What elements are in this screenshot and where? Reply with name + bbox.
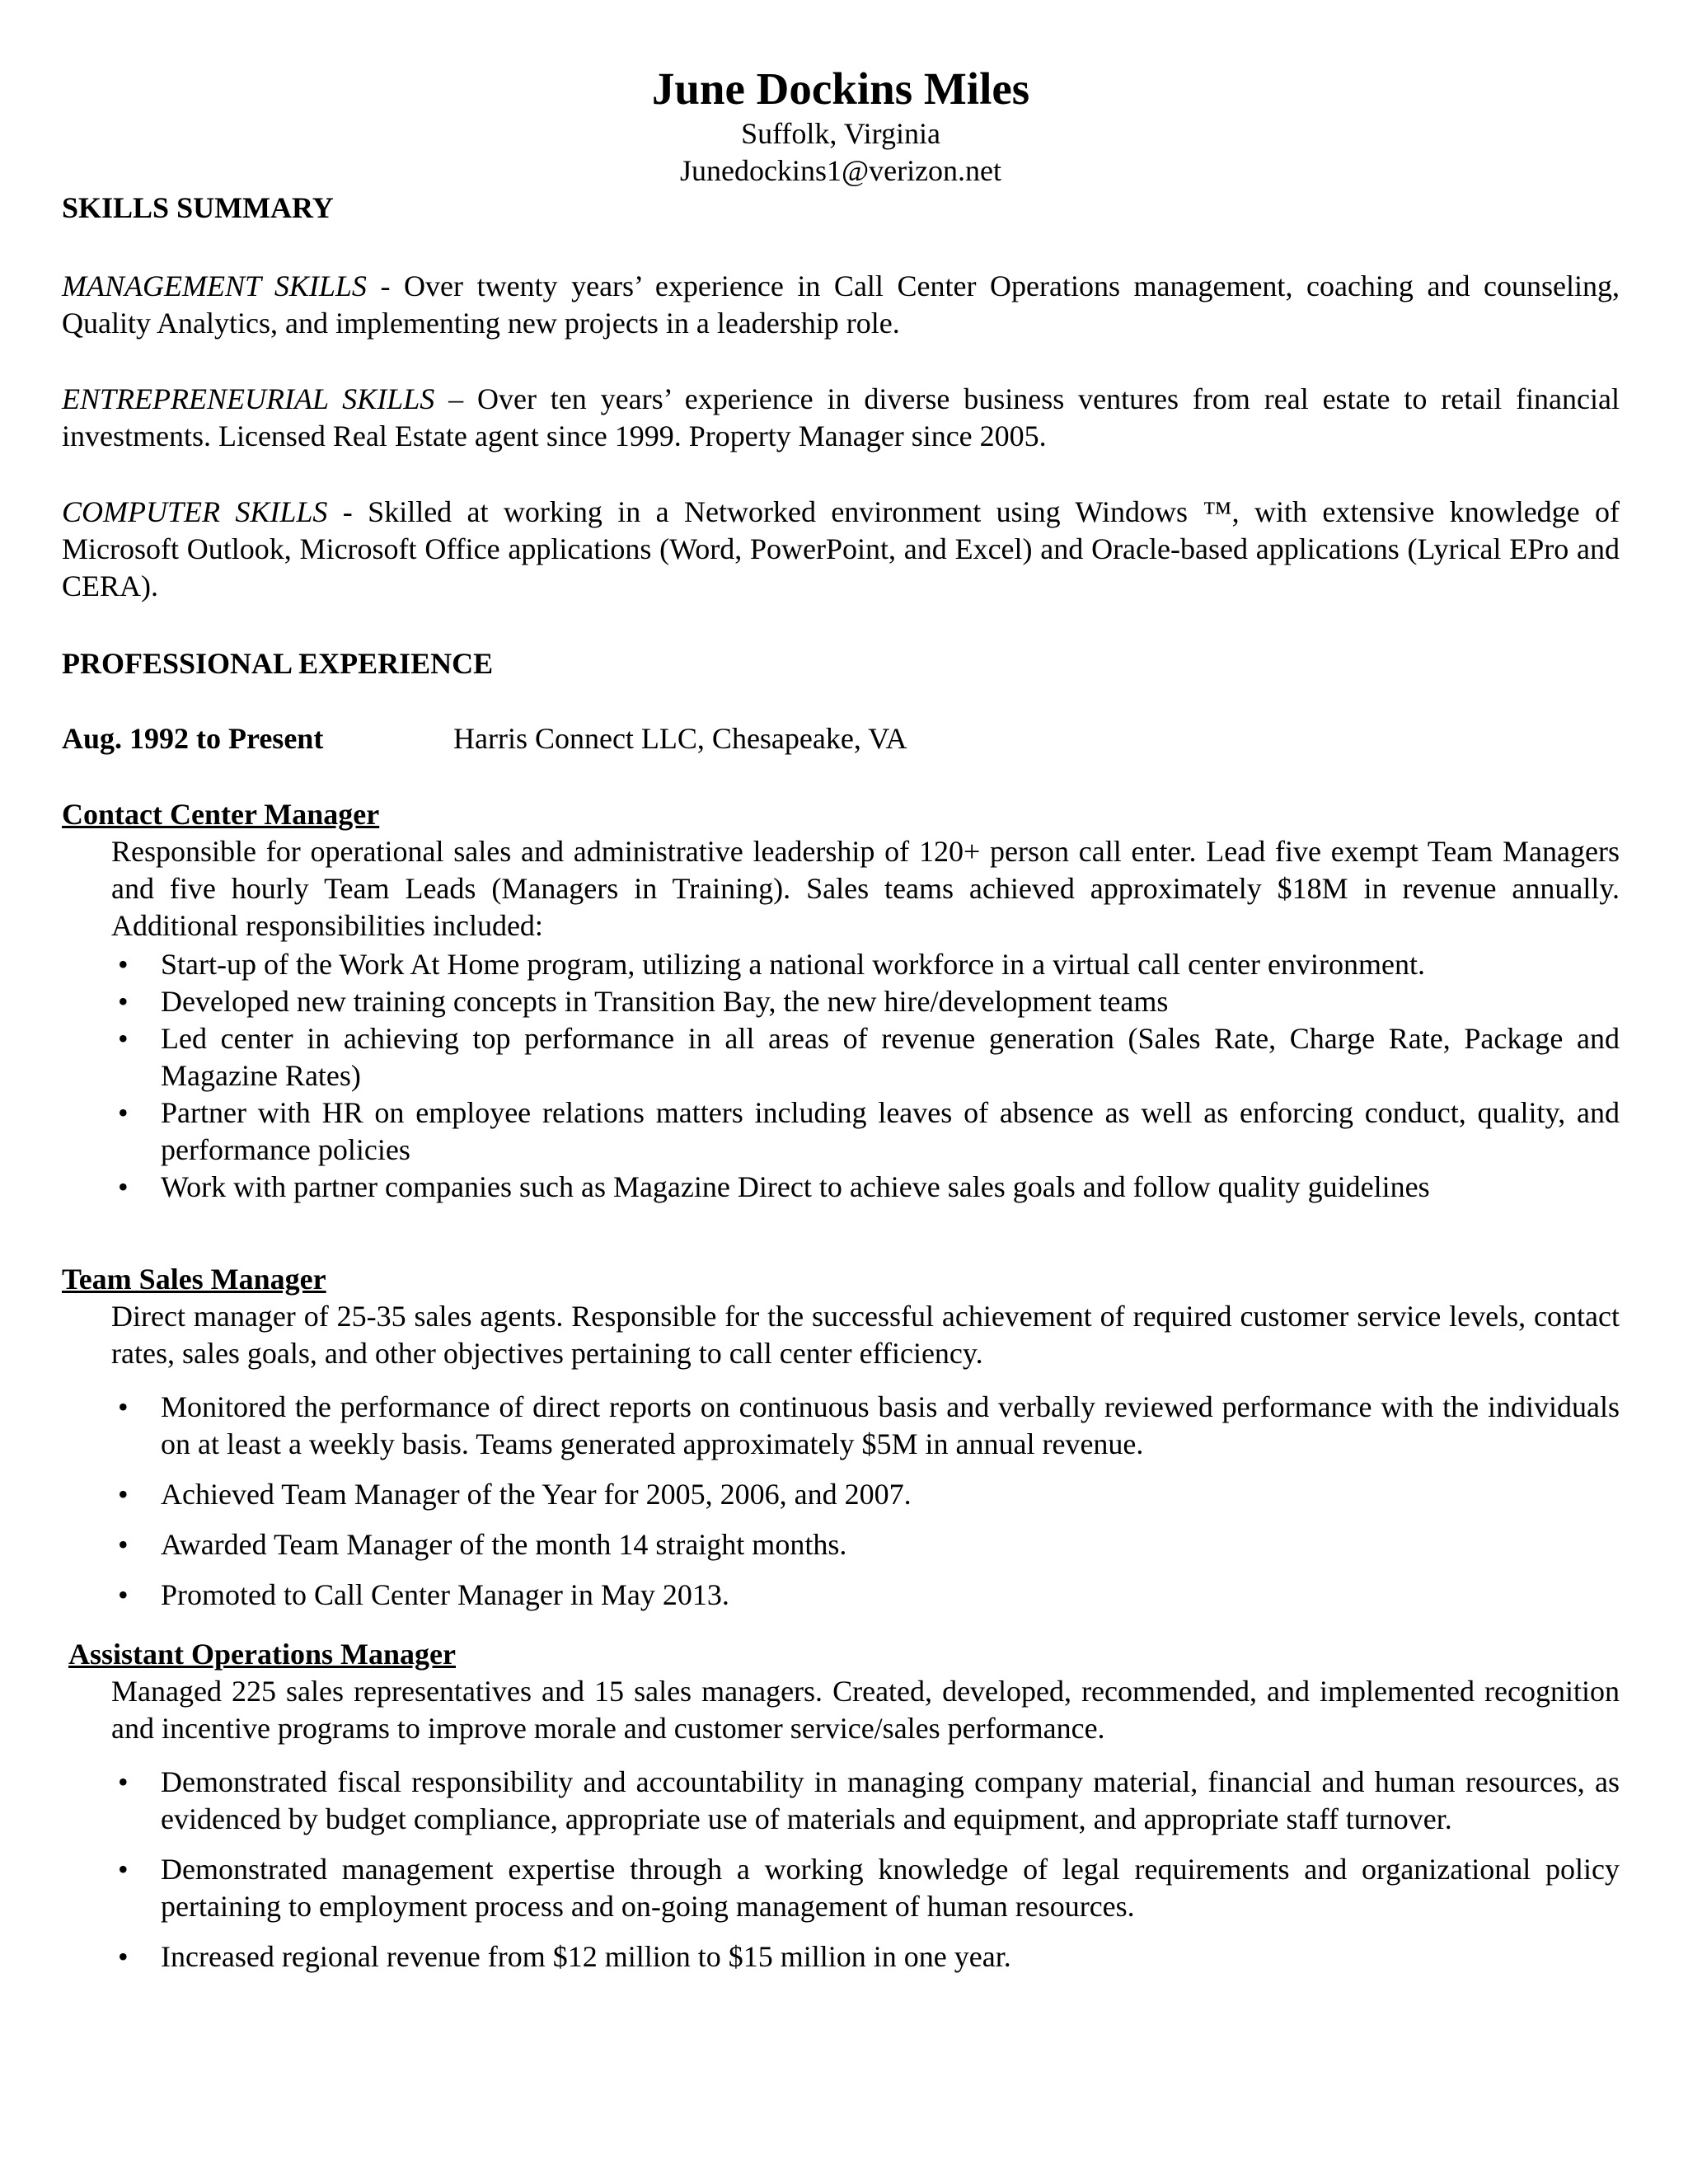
professional-experience-heading: PROFESSIONAL EXPERIENCE (62, 647, 494, 680)
job-description: Direct manager of 25-35 sales agents. Responsible for the successful achievement of required customer service levels, contact rates, sales goals, and other objectives pertaining to call center efficiency. (111, 1300, 1620, 1370)
employment-row (62, 720, 907, 757)
bullet-item: • Developed new training concepts in Transition Bay, the new hire/development teams (111, 983, 1620, 1020)
job-title-team-sales-manager: Team Sales Manager (62, 1263, 326, 1296)
management-skills-label: MANAGEMENT SKILLS (62, 269, 367, 302)
entrepreneurial-skills-label: ENTREPRENEURIAL SKILLS (62, 382, 435, 415)
bullet-item: • Promoted to Call Center Manager in May 2013. (111, 1577, 1620, 1614)
bullet-item: • Start-up of the Work At Home program, utilizing a national workforce in a virtual call center environment. (111, 946, 1620, 983)
bullet-item: • Partner with HR on employee relations matters including leaves of absence as well as enforcing conduct, quality, and performance policies (111, 1094, 1620, 1169)
candidate-name: June Dockins Miles (651, 63, 1030, 114)
skills-summary-heading: SKILLS SUMMARY (62, 191, 334, 224)
bullet-item: • Achieved Team Manager of the Year for 2005, 2006, and 2007. (111, 1476, 1620, 1513)
entrepreneurial-skills-text: – Over ten years’ experience in diverse business ventures from real estate to retail financial investments. Licensed Real Estate agent since 1999. Property Manager since 2005. (62, 382, 1620, 452)
bullet-item: • Led center in achieving top performance in all areas of revenue generation (Sales Rate, Charge Rate, Package and Magazine Rates) (111, 1020, 1620, 1094)
entrepreneurial-skills-paragraph (62, 381, 1620, 455)
candidate-location: Suffolk, Virginia (741, 117, 940, 150)
resume-header (62, 63, 1620, 190)
job-title-assistant-operations-manager: Assistant Operations Manager (68, 1638, 456, 1671)
job-bullets (111, 1764, 1620, 1989)
employment-dates: Aug. 1992 to Present (62, 722, 324, 755)
management-skills-text: - Over twenty years’ experience in Call Center Operations management, coaching and counseling, Quality Analytics, and implementing new projects in a leadership role. (62, 269, 1620, 340)
computer-skills-paragraph (62, 494, 1620, 605)
bullet-item: • Increased regional revenue from $12 million to $15 million in one year. (111, 1938, 1620, 1975)
bullet-item: • Demonstrated management expertise through a working knowledge of legal requirements and organizational policy pertaining to employment process and on-going management of human resources. (111, 1851, 1620, 1925)
job-bullets (111, 946, 1620, 1206)
computer-skills-text: - Skilled at working in a Networked environment using Windows ™, with extensive knowledge of Microsoft Outlook, Microsoft Office applications (Word, PowerPoint, and Excel) and Oracle-based applications (Lyrical EPro and CERA). (62, 495, 1620, 602)
bullet-item: • Monitored the performance of direct reports on continuous basis and verbally reviewed performance with the individuals on at least a weekly basis. Teams generated approximately $5M in annual revenue. (111, 1389, 1620, 1463)
computer-skills-label: COMPUTER SKILLS (62, 495, 328, 528)
management-skills-paragraph (62, 268, 1620, 342)
bullet-item: • Demonstrated fiscal responsibility and accountability in managing company material, financial and human resources, as evidenced by budget compliance, appropriate use of materials and equipment, and appropriate staff turnover. (111, 1764, 1620, 1838)
job-title-contact-center-manager: Contact Center Manager (62, 798, 380, 831)
employer-name: Harris Connect LLC, Chesapeake, VA (453, 722, 907, 755)
bullet-item: • Awarded Team Manager of the month 14 straight months. (111, 1526, 1620, 1563)
job-bullets (111, 1389, 1620, 1627)
job-description: Managed 225 sales representatives and 15 sales managers. Created, developed, recommended, and implemented recognition and incentive programs to improve morale and customer service/sales performance. (111, 1675, 1620, 1745)
candidate-email: Junedockins1@verizon.net (679, 154, 1002, 187)
bullet-item: • Work with partner companies such as Magazine Direct to achieve sales goals and follow quality guidelines (111, 1169, 1620, 1206)
job-description: Responsible for operational sales and administrative leadership of 120+ person call enter. Lead five exempt Team Managers and five hourly Team Leads (Managers in Training). Sales teams achieved approximately $18M in revenue annually. Additional responsibilities included: (111, 835, 1620, 942)
